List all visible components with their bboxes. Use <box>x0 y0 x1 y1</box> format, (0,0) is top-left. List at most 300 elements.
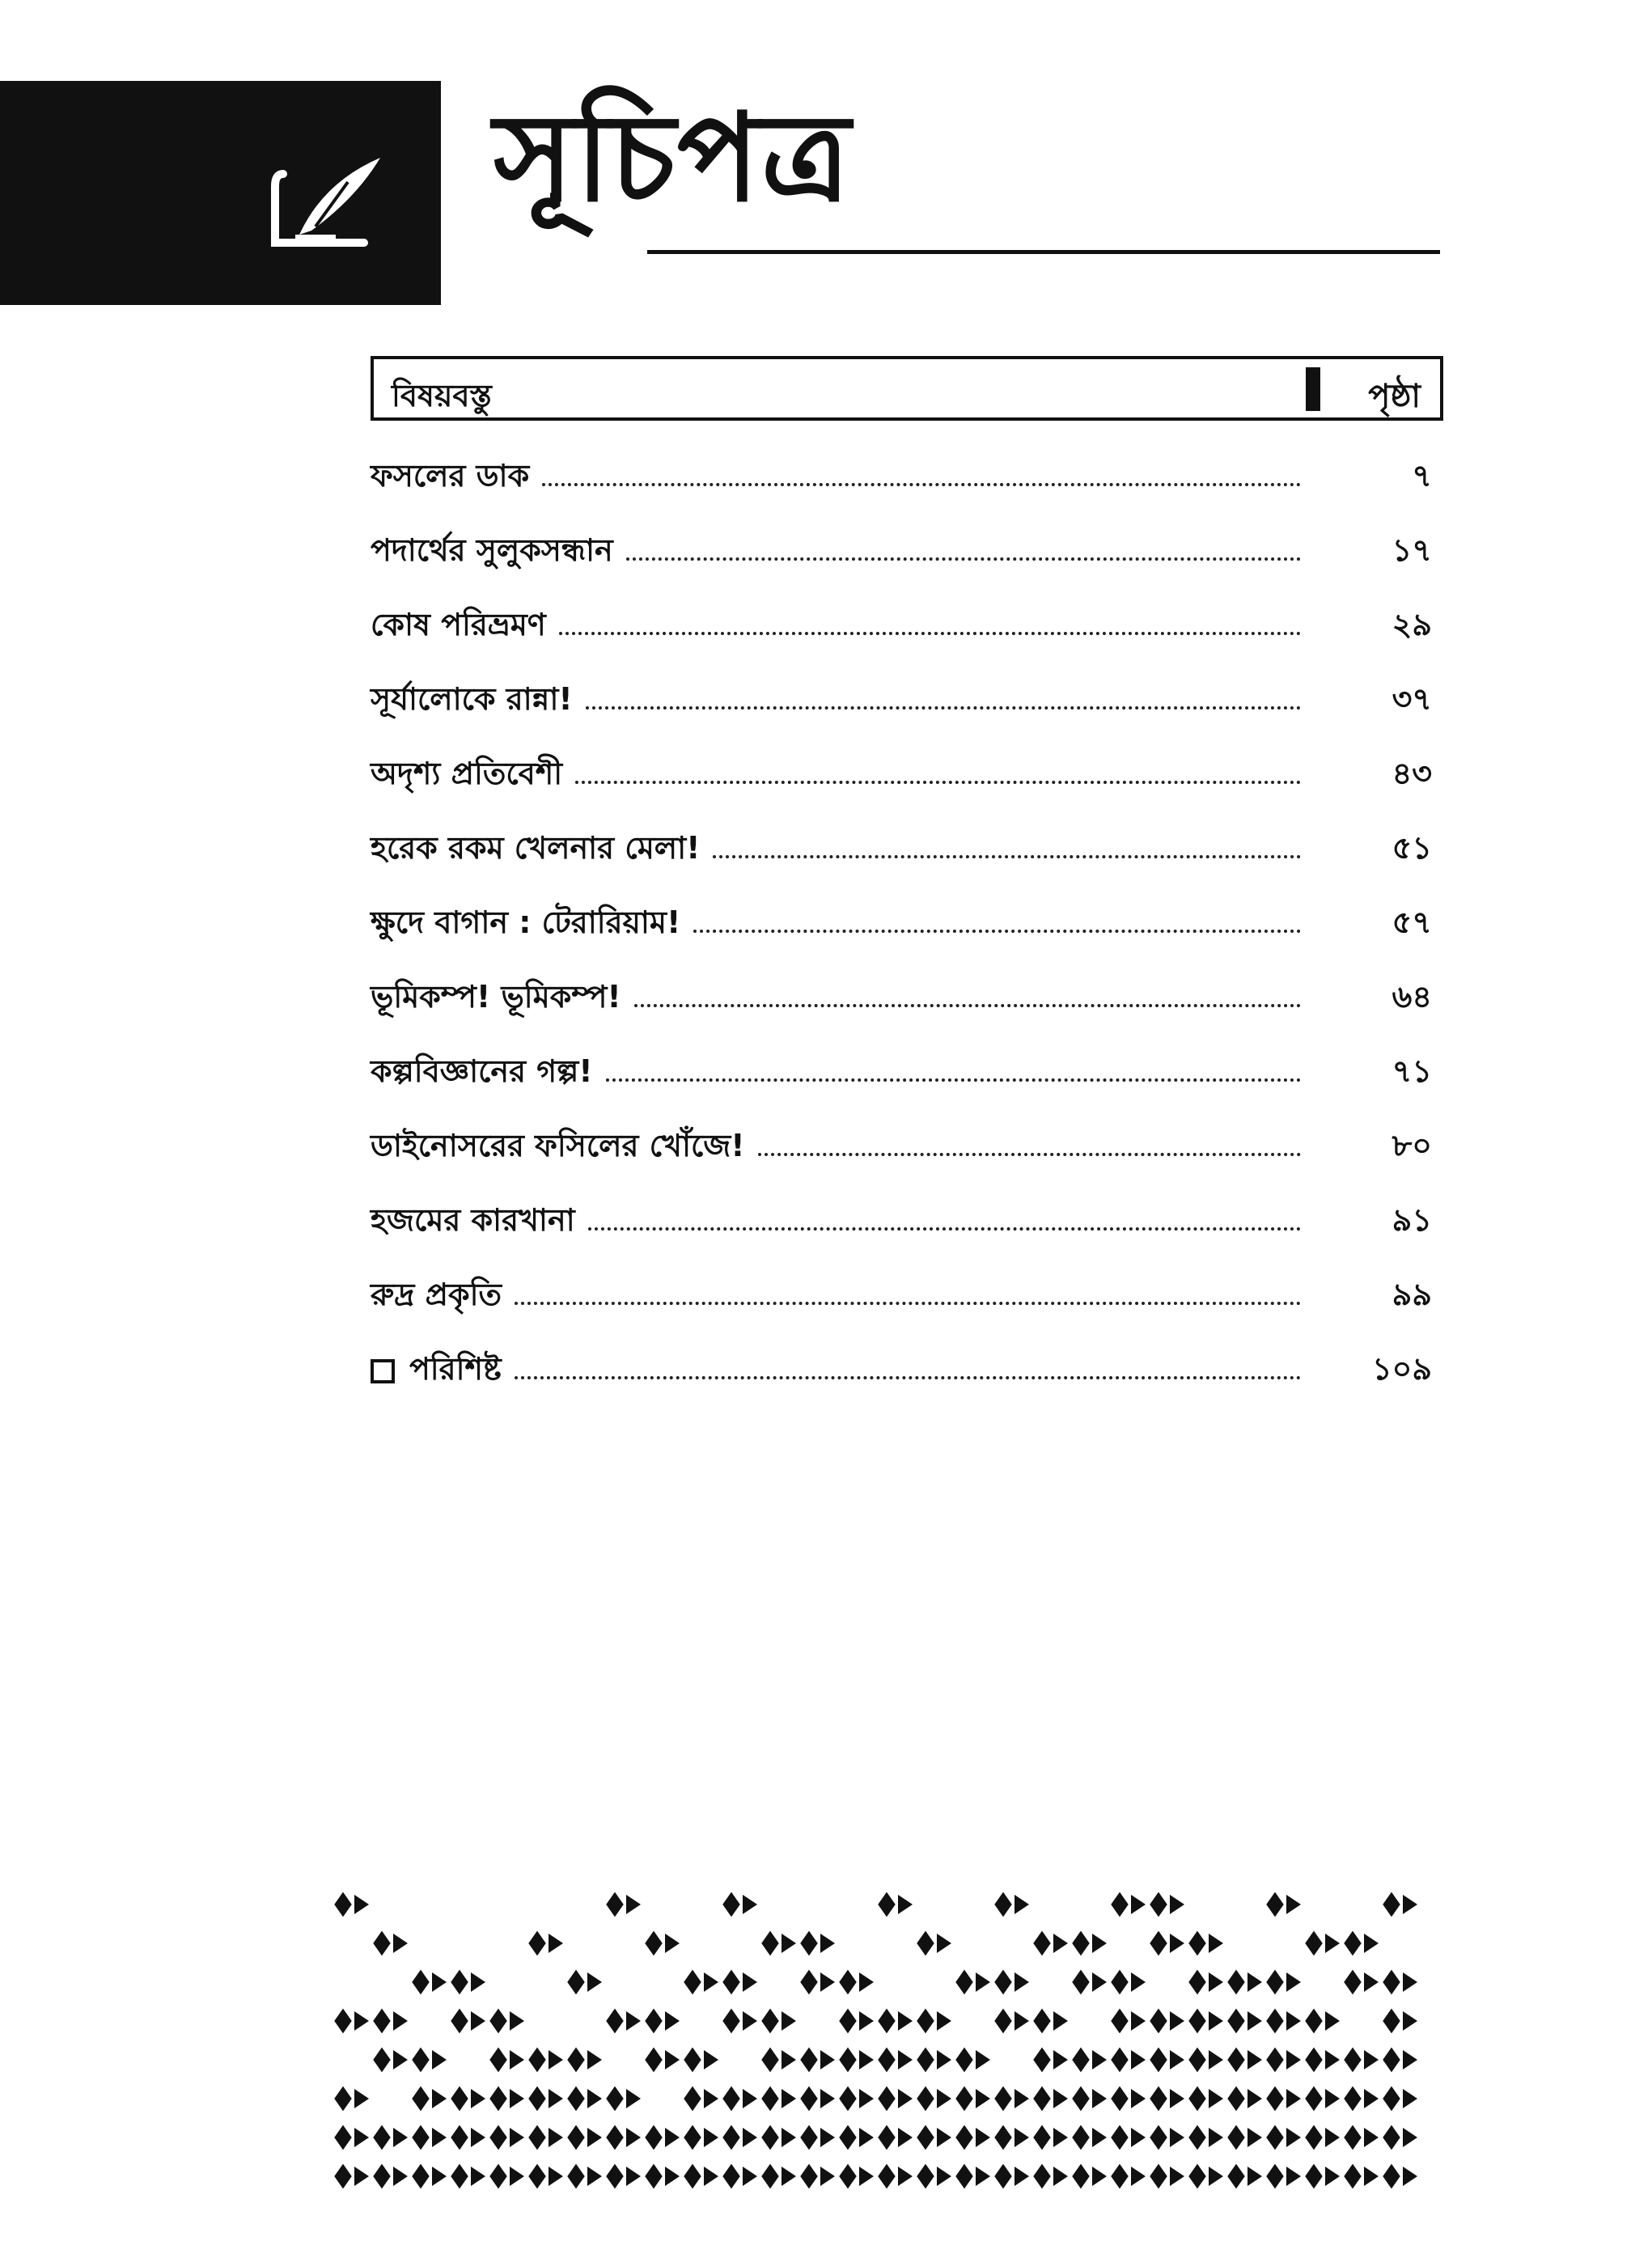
pattern-triangle <box>1209 2089 1223 2108</box>
pattern-triangle <box>1053 1934 1068 1953</box>
pattern-diamond <box>1188 2009 1206 2034</box>
pattern-diamond <box>1305 1931 1323 1956</box>
pattern-triangle <box>354 1895 369 1914</box>
pattern-triangle <box>587 2167 602 2186</box>
pattern-triangle <box>782 2089 796 2108</box>
pattern-triangle <box>432 2050 447 2069</box>
toc-header-topic: বিষয়বস্তু <box>392 378 492 413</box>
pattern-triangle <box>587 1972 602 1992</box>
pattern-diamond <box>1150 1892 1167 1917</box>
pattern-diamond <box>1266 1970 1284 1995</box>
dot-leader <box>515 1302 1301 1305</box>
toc-entry-page: ৯১ <box>1391 1202 1432 1238</box>
pattern-triangle <box>1053 2089 1068 2108</box>
page-title: সূচিপত্র <box>493 87 852 229</box>
pattern-diamond <box>917 2048 934 2073</box>
toc-entry-page: ৪৩ <box>1391 756 1432 791</box>
pattern-diamond <box>955 2125 973 2150</box>
decorative-pattern <box>324 1885 1440 2233</box>
pattern-diamond <box>1266 1892 1284 1917</box>
pattern-triangle <box>1131 2128 1146 2147</box>
pattern-diamond <box>1383 2164 1400 2189</box>
pattern-diamond <box>1266 2048 1284 2073</box>
pattern-diamond <box>451 1970 468 1995</box>
pattern-diamond <box>839 2164 857 2189</box>
pattern-triangle <box>898 2167 913 2186</box>
pattern-triangle <box>626 2011 641 2031</box>
dot-leader <box>626 557 1301 561</box>
pattern-triangle <box>1364 2167 1379 2186</box>
pattern-diamond <box>451 2009 468 2034</box>
pattern-diamond <box>684 2048 701 2073</box>
toc-entry[interactable] <box>371 590 1443 664</box>
pattern-diamond <box>373 2125 391 2150</box>
pattern-diamond <box>839 2125 857 2150</box>
pattern-diamond <box>761 2009 779 2034</box>
pattern-diamond <box>1383 2086 1400 2112</box>
toc-entry[interactable] <box>371 441 1443 515</box>
pattern-diamond <box>1150 1931 1167 1956</box>
pattern-triangle <box>1209 2128 1223 2147</box>
pattern-diamond <box>373 1931 391 1956</box>
pattern-triangle <box>1014 2089 1029 2108</box>
toc-entry-page: ৬৪ <box>1391 979 1432 1015</box>
pattern-diamond <box>1383 2009 1400 2034</box>
pattern-triangle <box>549 2050 563 2069</box>
pattern-triangle <box>1170 1895 1184 1914</box>
pattern-diamond <box>1150 2048 1167 2073</box>
toc-entry-title: অদৃশ্য প্রতিবেশী <box>371 756 563 791</box>
pattern-triangle <box>354 2011 369 2031</box>
pattern-diamond <box>1150 2164 1167 2189</box>
pattern-diamond <box>1033 2009 1051 2034</box>
pattern-triangle <box>665 2167 680 2186</box>
pattern-triangle <box>1403 2128 1417 2147</box>
toc-list <box>371 441 1443 1409</box>
toc-header <box>371 356 1443 421</box>
pattern-triangle <box>510 2050 524 2069</box>
pattern-diamond <box>1072 2086 1090 2112</box>
pattern-diamond <box>1305 2048 1323 2073</box>
pattern-triangle <box>1170 2128 1184 2147</box>
toc-entry[interactable] <box>371 664 1443 739</box>
pattern-diamond <box>722 2125 740 2150</box>
pattern-diamond <box>451 2164 468 2189</box>
pattern-triangle <box>432 2128 447 2147</box>
pattern-triangle <box>1209 2050 1223 2069</box>
toc-entry-page: ২৯ <box>1391 607 1432 642</box>
pattern-triangle <box>1131 2050 1146 2069</box>
toc-entry-page: ৫১ <box>1391 830 1432 866</box>
pattern-triangle <box>1209 2011 1223 2031</box>
pattern-triangle <box>704 2167 718 2186</box>
pattern-diamond <box>1227 1970 1245 1995</box>
pattern-triangle <box>937 2050 951 2069</box>
dot-leader <box>713 855 1301 858</box>
pattern-diamond <box>800 2164 818 2189</box>
quill-pen-icon <box>267 150 388 255</box>
pattern-diamond <box>1150 2086 1167 2112</box>
dot-leader <box>588 1227 1301 1231</box>
pattern-triangle <box>704 1972 718 1992</box>
pattern-diamond <box>839 2048 857 2073</box>
pattern-diamond <box>567 1970 585 1995</box>
pattern-diamond <box>1111 2164 1129 2189</box>
pattern-diamond <box>1033 1931 1051 1956</box>
pattern-triangle <box>820 2167 835 2186</box>
pattern-diamond <box>1033 2048 1051 2073</box>
pattern-diamond <box>839 2086 857 2112</box>
pattern-triangle <box>1092 2167 1107 2186</box>
pattern-diamond <box>1305 2086 1323 2112</box>
pattern-triangle <box>354 2167 369 2186</box>
pattern-diamond <box>606 2125 624 2150</box>
pattern-triangle <box>743 2089 757 2108</box>
pattern-diamond <box>761 2164 779 2189</box>
pattern-triangle <box>859 2050 874 2069</box>
toc-entry-page: ১০৯ <box>1371 1351 1432 1387</box>
pattern-triangle <box>1247 2167 1262 2186</box>
pattern-diamond <box>1188 1970 1206 1995</box>
toc-entry[interactable] <box>371 1185 1443 1260</box>
pattern-diamond <box>917 2086 934 2112</box>
pattern-triangle <box>354 2089 369 2108</box>
pattern-triangle <box>510 2089 524 2108</box>
pattern-triangle <box>1014 1972 1029 1992</box>
pattern-diamond <box>334 2086 352 2112</box>
pattern-diamond <box>451 2125 468 2150</box>
pattern-diamond <box>567 2125 585 2150</box>
pattern-diamond <box>722 2086 740 2112</box>
pattern-triangle <box>665 1934 680 1953</box>
pattern-diamond <box>645 2009 663 2034</box>
pattern-triangle <box>549 2089 563 2108</box>
pattern-triangle <box>471 2089 485 2108</box>
pattern-triangle <box>704 2128 718 2147</box>
toc-entry-title: কোষ পরিভ্রমণ <box>371 607 546 642</box>
pattern-diamond <box>917 2009 934 2034</box>
pattern-triangle <box>1170 2011 1184 2031</box>
pattern-triangle <box>1286 2167 1301 2186</box>
pattern-diamond <box>1188 2086 1206 2112</box>
pattern-diamond <box>606 2086 624 2112</box>
pattern-triangle <box>898 2050 913 2069</box>
pattern-triangle <box>1364 2128 1379 2147</box>
pattern-diamond <box>917 2164 934 2189</box>
pattern-triangle <box>976 1972 990 1992</box>
pattern-diamond <box>1305 2009 1323 2034</box>
toc-entry-page: ৮০ <box>1391 1128 1432 1163</box>
pattern-triangle <box>626 2089 641 2108</box>
pattern-triangle <box>859 2167 874 2186</box>
pattern-triangle <box>1325 2089 1340 2108</box>
pattern-triangle <box>432 2167 447 2186</box>
pattern-diamond <box>955 2086 973 2112</box>
dot-leader <box>575 781 1301 784</box>
pattern-diamond <box>1111 2009 1129 2034</box>
pattern-diamond <box>917 2125 934 2150</box>
pattern-triangle <box>782 2167 796 2186</box>
toc-entry-title: কল্পবিজ্ঞানের গল্প! <box>371 1053 593 1089</box>
toc-entry-page: ৭১ <box>1391 1053 1432 1089</box>
pattern-diamond <box>373 2164 391 2189</box>
pattern-diamond <box>451 2086 468 2112</box>
pattern-triangle <box>1131 2167 1146 2186</box>
pattern-diamond <box>412 2125 430 2150</box>
dot-leader <box>559 632 1301 635</box>
pattern-triangle <box>393 2011 408 2031</box>
pattern-triangle <box>1247 2128 1262 2147</box>
pattern-triangle <box>704 2050 718 2069</box>
pattern-triangle <box>782 2050 796 2069</box>
pattern-diamond <box>1072 2164 1090 2189</box>
pattern-diamond <box>1111 2086 1129 2112</box>
pattern-diamond <box>606 2009 624 2034</box>
pattern-triangle <box>1014 2167 1029 2186</box>
pattern-triangle <box>665 2011 680 2031</box>
pattern-triangle <box>937 2167 951 2186</box>
pattern-diamond <box>800 2086 818 2112</box>
pattern-triangle <box>1014 2011 1029 2031</box>
pattern-triangle <box>743 2128 757 2147</box>
pattern-diamond <box>334 2164 352 2189</box>
pattern-diamond <box>1033 2086 1051 2112</box>
pattern-triangle <box>743 1895 757 1914</box>
pattern-diamond <box>1227 2048 1245 2073</box>
toc-entry[interactable] <box>371 962 1443 1036</box>
dot-leader <box>606 1078 1301 1082</box>
pattern-triangle <box>1170 2050 1184 2069</box>
pattern-diamond <box>722 1970 740 1995</box>
pattern-diamond <box>955 1970 973 1995</box>
pattern-triangle <box>1092 2050 1107 2069</box>
toc-entry[interactable] <box>371 1111 1443 1185</box>
pattern-diamond <box>1344 2125 1362 2150</box>
pattern-triangle <box>1247 2050 1262 2069</box>
pattern-triangle <box>1131 2089 1146 2108</box>
pattern-triangle <box>1364 2089 1379 2108</box>
toc-entry[interactable] <box>371 813 1443 888</box>
pattern-diamond <box>1344 1970 1362 1995</box>
pattern-diamond <box>684 1970 701 1995</box>
pattern-diamond <box>917 1931 934 1956</box>
pattern-diamond <box>489 2125 507 2150</box>
pattern-diamond <box>1072 1970 1090 1995</box>
pattern-triangle <box>587 2128 602 2147</box>
pattern-diamond <box>645 2125 663 2150</box>
pattern-diamond <box>1150 2125 1167 2150</box>
dot-leader <box>515 1376 1301 1379</box>
pattern-diamond <box>334 2125 352 2150</box>
pattern-diamond <box>994 2164 1012 2189</box>
pattern-diamond <box>1188 1931 1206 1956</box>
pattern-triangle <box>1170 1934 1184 1953</box>
pattern-diamond <box>684 2125 701 2150</box>
pattern-diamond <box>1305 2164 1323 2189</box>
pattern-diamond <box>1033 2164 1051 2189</box>
toc-entry-page: ১৭ <box>1391 532 1432 568</box>
pattern-diamond <box>1383 1892 1400 1917</box>
pattern-diamond <box>528 2164 546 2189</box>
pattern-diamond <box>1111 2048 1129 2073</box>
pattern-diamond <box>373 2009 391 2034</box>
pattern-diamond <box>878 1892 896 1917</box>
pattern-diamond <box>684 2086 701 2112</box>
pattern-diamond <box>839 2009 857 2034</box>
pattern-triangle <box>354 2128 369 2147</box>
pattern-triangle <box>1209 1934 1223 1953</box>
pattern-triangle <box>859 2128 874 2147</box>
pattern-triangle <box>432 1972 447 1992</box>
pattern-triangle <box>587 2089 602 2108</box>
pattern-diamond <box>567 2048 585 2073</box>
pattern-diamond <box>1227 2164 1245 2189</box>
toc-entry[interactable] <box>371 515 1443 590</box>
pattern-triangle <box>471 1972 485 1992</box>
pattern-triangle <box>1286 2089 1301 2108</box>
pattern-triangle <box>1364 1972 1379 1992</box>
pattern-diamond <box>955 2048 973 2073</box>
pattern-diamond <box>489 2086 507 2112</box>
pattern-diamond <box>645 2048 663 2073</box>
pattern-triangle <box>1403 1895 1417 1914</box>
pattern-diamond <box>528 2125 546 2150</box>
pattern-diamond <box>412 2164 430 2189</box>
pattern-diamond <box>800 2048 818 2073</box>
pattern-diamond <box>1305 2125 1323 2150</box>
pattern-triangle <box>1092 1934 1107 1953</box>
pattern-diamond <box>412 2048 430 2073</box>
pattern-triangle <box>1209 1972 1223 1992</box>
pattern-diamond <box>1266 2125 1284 2150</box>
toc-entry-title: সূর্যালোকে রান্না! <box>371 681 573 717</box>
pattern-diamond <box>761 1931 779 1956</box>
pattern-triangle <box>976 2050 990 2069</box>
pattern-diamond <box>373 2048 391 2073</box>
pattern-triangle <box>1325 1934 1340 1953</box>
pattern-diamond <box>800 2125 818 2150</box>
pattern-diamond <box>1227 2086 1245 2112</box>
pattern-diamond <box>878 2009 896 2034</box>
toc-entry-page: ৭ <box>1412 458 1432 494</box>
pattern-diamond <box>489 2009 507 2034</box>
pattern-triangle <box>1053 2011 1068 2031</box>
pattern-diamond <box>1344 2086 1362 2112</box>
pattern-triangle <box>1170 2089 1184 2108</box>
pattern-triangle <box>937 2011 951 2031</box>
pattern-diamond <box>994 1970 1012 1995</box>
pattern-diamond <box>1383 2125 1400 2150</box>
pattern-triangle <box>859 2011 874 2031</box>
pattern-diamond <box>1266 2009 1284 2034</box>
pattern-diamond <box>878 2048 896 2073</box>
toc-entry-title: পদার্থের সুলুকসন্ধান <box>371 532 613 568</box>
pattern-diamond <box>489 2048 507 2073</box>
pattern-triangle <box>1403 1972 1417 1992</box>
pattern-triangle <box>1209 2167 1223 2186</box>
pattern-diamond <box>1072 2048 1090 2073</box>
pattern-diamond <box>1383 2048 1400 2073</box>
pattern-triangle <box>1325 2167 1340 2186</box>
pattern-triangle <box>1131 2011 1146 2031</box>
toc-entry[interactable] <box>371 1036 1443 1111</box>
dot-leader <box>634 1004 1301 1007</box>
pattern-triangle <box>820 1934 835 1953</box>
pattern-triangle <box>1092 1972 1107 1992</box>
pattern-triangle <box>898 1895 913 1914</box>
toc-entry-title: ক্ষুদে বাগান : টেরারিয়াম! <box>371 904 681 940</box>
pattern-triangle <box>743 1972 757 1992</box>
pattern-diamond <box>1150 2009 1167 2034</box>
toc-entry[interactable] <box>371 739 1443 813</box>
pattern-diamond <box>761 2086 779 2112</box>
pattern-diamond <box>994 2086 1012 2112</box>
toc-entry[interactable] <box>371 1260 1443 1334</box>
pattern-diamond <box>722 1892 740 1917</box>
pattern-triangle <box>1286 1895 1301 1914</box>
pattern-diamond <box>334 2009 352 2034</box>
pattern-triangle <box>1286 2050 1301 2069</box>
pattern-triangle <box>665 2128 680 2147</box>
pattern-diamond <box>1033 2125 1051 2150</box>
pattern-triangle <box>820 2050 835 2069</box>
pattern-triangle <box>1247 2011 1262 2031</box>
dot-leader <box>586 706 1301 710</box>
pattern-diamond <box>800 1931 818 1956</box>
pattern-diamond <box>1344 1931 1362 1956</box>
pattern-triangle <box>1403 2167 1417 2186</box>
pattern-triangle <box>1247 2089 1262 2108</box>
pattern-triangle <box>1325 2128 1340 2147</box>
pattern-diamond <box>1188 2048 1206 2073</box>
pattern-triangle <box>549 2167 563 2186</box>
toc-entry-title: ফসলের ডাক <box>371 458 530 494</box>
pattern-triangle <box>820 2089 835 2108</box>
pattern-triangle <box>626 2167 641 2186</box>
pattern-triangle <box>976 2128 990 2147</box>
pattern-triangle <box>1053 2050 1068 2069</box>
pattern-diamond <box>878 2125 896 2150</box>
toc-entry[interactable] <box>371 888 1443 962</box>
pattern-diamond <box>1344 2048 1362 2073</box>
pattern-triangle <box>1286 1972 1301 1992</box>
toc-entry-title: হরেক রকম খেলনার মেলা! <box>371 830 701 866</box>
pattern-triangle <box>1286 2128 1301 2147</box>
pattern-triangle <box>898 2128 913 2147</box>
pattern-diamond <box>1266 2086 1284 2112</box>
pattern-diamond <box>955 2164 973 2189</box>
pattern-diamond <box>994 1892 1012 1917</box>
pattern-diamond <box>1072 2125 1090 2150</box>
pattern-diamond <box>1111 1892 1129 1917</box>
pattern-diamond <box>878 2086 896 2112</box>
pattern-triangle <box>976 2167 990 2186</box>
pattern-diamond <box>645 1931 663 1956</box>
pattern-triangle <box>859 2089 874 2108</box>
pattern-triangle <box>1170 2167 1184 2186</box>
pattern-diamond <box>645 2164 663 2189</box>
pattern-triangle <box>1092 2128 1107 2147</box>
pattern-triangle <box>1364 1934 1379 1953</box>
pattern-triangle <box>1403 2089 1417 2108</box>
toc-entry[interactable] <box>371 1334 1443 1409</box>
toc-entry-title: হজমের কারখানা <box>371 1202 575 1238</box>
pattern-diamond <box>606 1892 624 1917</box>
pattern-diamond <box>684 2164 701 2189</box>
pattern-triangle <box>665 2050 680 2069</box>
pattern-triangle <box>937 1934 951 1953</box>
toc-entry-page: ৫৭ <box>1391 904 1432 940</box>
